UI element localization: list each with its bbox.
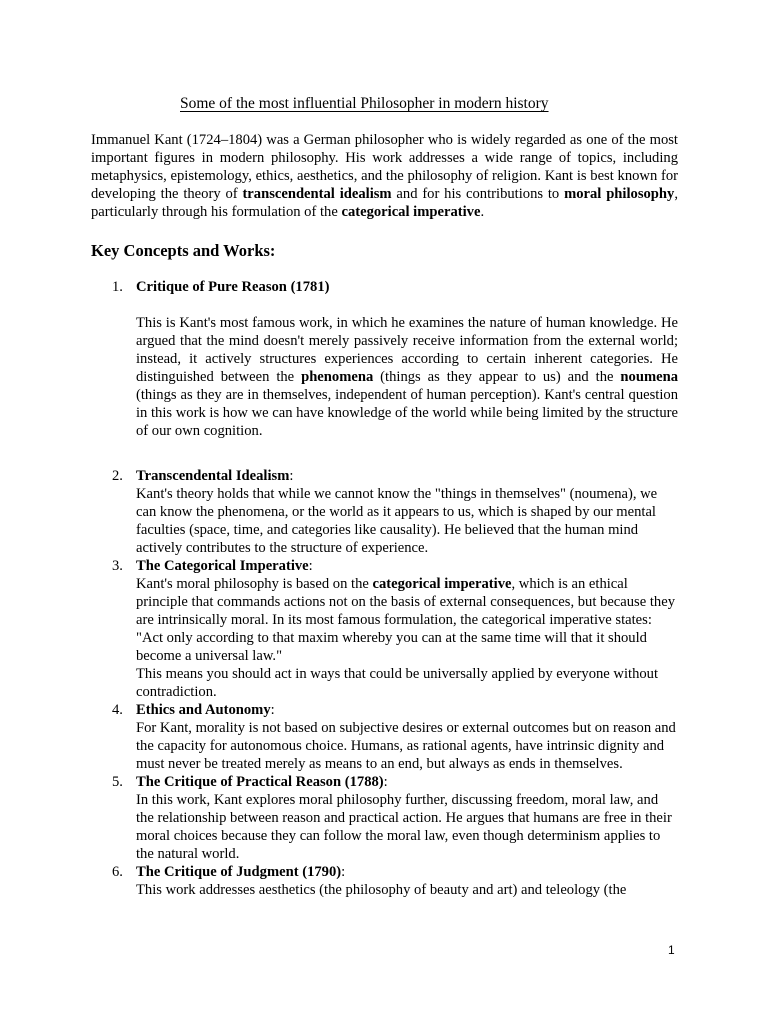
list-item-title: The Critique of Practical Reason (1788) (136, 774, 384, 790)
item-text: This is Kant's most famous work, in which he examines the nature of human knowledge. He argued that the mind doesn't merely passively receive information from the external world; instead, it actively structures experiences according to certain inherent categories. He distinguished between the (136, 315, 678, 385)
intro-paragraph (91, 131, 678, 221)
list-item-paragraph (136, 575, 678, 629)
item-bold-term: noumena (620, 369, 678, 385)
item-text: "Act only according to that maxim whereby you can at the same time will that it should become a universal law." (136, 630, 647, 664)
list-item-heading (136, 701, 678, 719)
list-item-paragraph (136, 485, 678, 557)
list-item-heading (136, 467, 678, 485)
list-item-number: 6. (112, 864, 123, 880)
item-text: Kant's theory holds that while we cannot know the "things in themselves" (noumena), we can know the phenomena, or the world as it appears to us, which is shaped by our mental faculties (space, time, and categories like causality). He believed that the human mind actively contributes to the structure of experience. (136, 486, 658, 556)
intro-text: and for his contributions to (391, 186, 565, 202)
item-text: (things as they are in themselves, independent of human perception). Kant's central question in this work is how we can have knowledge of the world while being limited by the structure of our own cognition. (136, 387, 678, 439)
list-item-title: Ethics and Autonomy (136, 702, 271, 718)
list-item (112, 773, 678, 863)
list-item-heading (136, 278, 678, 296)
list-item (112, 557, 678, 701)
list-item-body (136, 791, 678, 863)
list-item-heading (136, 557, 678, 575)
list-item-number: 3. (112, 558, 123, 574)
list-item-title-suffix: : (308, 558, 313, 574)
list-item (112, 701, 678, 773)
item-text: (things as they appear to us) and the (373, 369, 621, 385)
item-text: This means you should act in ways that could be universally applied by everyone without contradiction. (136, 666, 659, 700)
intro-bold-term: transcendental idealism (242, 186, 392, 202)
list-item-title-suffix: : (341, 864, 346, 880)
list-item (112, 278, 678, 440)
list-item-title: The Categorical Imperative (136, 558, 309, 574)
list-item-paragraph (136, 719, 678, 773)
key-works-list (112, 278, 678, 899)
list-item-paragraph (136, 629, 678, 665)
intro-text: . (480, 204, 485, 220)
list-item-title: Transcendental Idealism (136, 468, 290, 484)
item-bold-term: phenomena (301, 369, 374, 385)
list-item-paragraph (136, 314, 678, 440)
list-item-title: Critique of Pure Reason (1781) (136, 279, 330, 295)
list-item-heading (136, 773, 678, 791)
item-text: This work addresses aesthetics (the philosophy of beauty and art) and teleology (the (136, 882, 627, 898)
intro-bold-term: categorical imperative (341, 204, 481, 220)
intro-text: Immanuel Kant (1724–1804) was a German philosopher who is widely regarded as one of the most important figures in modern philosophy. His work addresses a wide range of topics, including metaphysics, epistemology, ethics, aesthetics, and the philosophy of religion. Kant is best known for developing the theory of (91, 132, 678, 202)
item-text: Kant's moral philosophy is based on the (136, 576, 373, 592)
list-item-title: The Critique of Judgment (1790) (136, 864, 342, 880)
list-item-body (136, 575, 678, 701)
list-item-paragraph (136, 665, 678, 701)
item-text: For Kant, morality is not based on subjective desires or external outcomes but on reason and the capacity for autonomous choice. Humans, as rational agents, have intrinsic dignity and must never be treated merely as means to an end, but always as ends in themselves. (136, 720, 676, 772)
list-item-body (136, 314, 678, 440)
item-text: , which is an ethical principle that commands actions not on the basis of external consequences, but because they are intrinsically moral. In its most famous formulation, the categorical imperative states: (136, 576, 675, 628)
list-item-title-suffix: : (270, 702, 275, 718)
list-item-number: 1. (112, 279, 123, 295)
intro-bold-term: moral philosophy (564, 186, 675, 202)
item-bold-term: categorical imperative (372, 576, 512, 592)
list-item-paragraph (136, 791, 678, 863)
page-number: 1 (668, 943, 675, 957)
list-item-title-suffix: : (383, 774, 388, 790)
document-title-text: Some of the most influential Philosopher in modern history (180, 95, 549, 112)
list-item-body (136, 719, 678, 773)
intro-text: , particularly through his formulation of the (91, 186, 678, 220)
section-heading: Key Concepts and Works: (91, 241, 276, 260)
list-item-body (136, 485, 678, 557)
document-title (136, 94, 549, 114)
list-item-body (136, 881, 678, 899)
list-item-heading (136, 863, 678, 881)
list-item-number: 4. (112, 702, 123, 718)
list-item-number: 5. (112, 774, 123, 790)
list-item-paragraph (136, 881, 678, 899)
list-item (112, 863, 678, 899)
list-item-number: 2. (112, 468, 123, 484)
list-item (112, 467, 678, 557)
list-item-title-suffix: : (289, 468, 294, 484)
item-text: In this work, Kant explores moral philosophy further, discussing freedom, moral law, and the relationship between reason and practical action. He argues that humans are free in their moral choices because they can follow the moral law, even though determinism applies to the natural world. (136, 792, 672, 862)
